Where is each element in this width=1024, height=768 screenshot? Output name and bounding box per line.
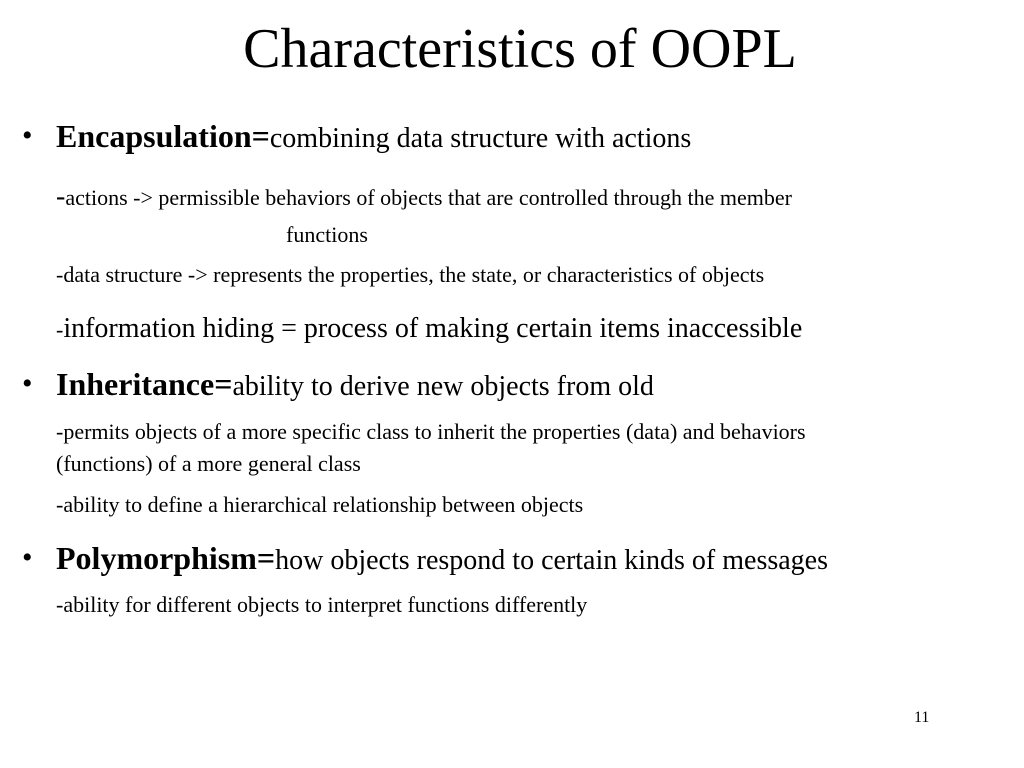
- inheritance-point-hierarchy: -ability to define a hierarchical relationship between objects: [56, 492, 584, 517]
- dash-marker: -: [56, 181, 66, 212]
- encapsulation-point-information-hiding: [56, 311, 802, 348]
- page-number: 11: [914, 709, 930, 726]
- bullet-inheritance: [56, 364, 654, 407]
- term-polymorphism: Polymorphism=: [56, 540, 276, 576]
- encapsulation-point-actions: [56, 182, 792, 213]
- definition-polymorphism: how objects respond to certain kinds of messages: [275, 545, 829, 576]
- bullet-icon: •: [22, 367, 33, 400]
- inheritance-point-permits: -permits objects of a more specific class to inherit the properties (data) and behaviors: [56, 419, 806, 444]
- definition-encapsulation: combining data structure with actions: [269, 123, 692, 154]
- bullet-polymorphism: [56, 538, 828, 581]
- point-text: information hiding = process of making certain items inaccessible: [63, 313, 803, 344]
- bullet-encapsulation: [56, 116, 691, 159]
- bullet-icon: •: [22, 119, 33, 152]
- dash-marker: -: [56, 317, 64, 342]
- term-encapsulation: Encapsulation=: [56, 118, 270, 154]
- slide-title: Characteristics of OOPL: [243, 18, 797, 80]
- polymorphism-point-interpret: -ability for different objects to interpret functions differently: [56, 592, 588, 617]
- term-inheritance: Inheritance=: [56, 366, 233, 402]
- inheritance-point-permits-continuation: (functions) of a more general class: [56, 451, 361, 476]
- encapsulation-point-data-structure: -data structure -> represents the properties, the state, or characteristics of objects: [56, 262, 765, 287]
- definition-inheritance: ability to derive new objects from old: [232, 371, 654, 402]
- bullet-icon: •: [22, 541, 33, 574]
- point-text: actions -> permissible behaviors of objects that are controlled through the member: [65, 185, 792, 210]
- encapsulation-point-actions-continuation: functions: [286, 222, 368, 247]
